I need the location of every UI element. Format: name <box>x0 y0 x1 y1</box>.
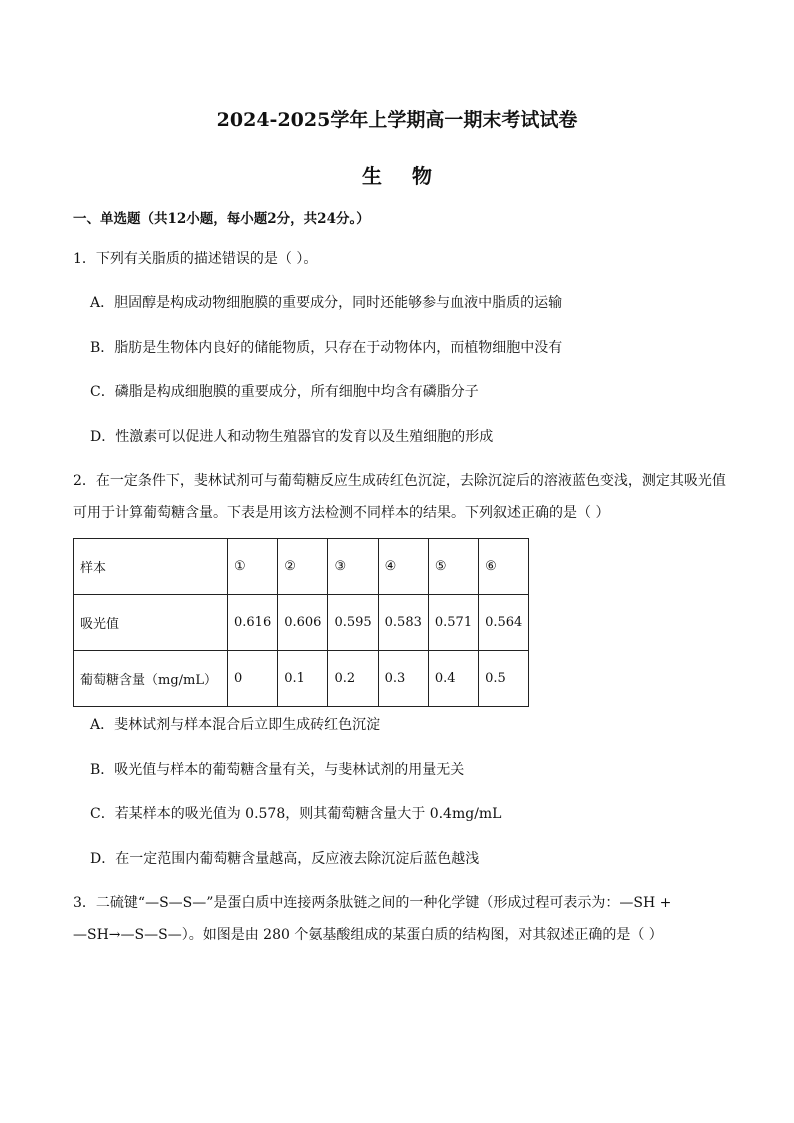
subject-title: 生物 <box>362 164 462 188</box>
table-cell: 0.3 <box>378 651 428 707</box>
table-cell: ② <box>278 539 328 595</box>
table-cell: 0.564 <box>479 595 529 651</box>
table-cell: 0.4 <box>428 651 478 707</box>
question-1-stem: 1．下列有关脂质的描述错误的是（ ）。 <box>73 251 318 267</box>
question-2-option-a: A．斐林试剂与样本混合后立即生成砖红色沉淀 <box>90 717 381 733</box>
table-cell: ④ <box>378 539 428 595</box>
section-heading: 一、单选题（共12小题，每小题2分，共24分。） <box>73 211 370 227</box>
table-cell: 样本 <box>74 539 228 595</box>
table-cell: ① <box>228 539 278 595</box>
table-row <box>74 595 529 651</box>
question-1-option-a: A．胆固醇是构成动物细胞膜的重要成分，同时还能够参与血液中脂质的运输 <box>90 295 563 311</box>
table-cell: ③ <box>328 539 378 595</box>
question-3-stem-line-2: —SH→—S—S—）。如图是由 280 个氨基酸组成的某蛋白质的结构图，对其叙述正确的是（ ） <box>73 927 663 943</box>
table-cell: 0.616 <box>228 595 278 651</box>
table-cell: 0.583 <box>378 595 428 651</box>
table-cell: 0 <box>228 651 278 707</box>
table-cell: 吸光值 <box>74 595 228 651</box>
table-cell: ⑤ <box>428 539 478 595</box>
table-cell: 0.2 <box>328 651 378 707</box>
table-cell: 葡萄糖含量（mg/mL） <box>74 651 228 707</box>
table-cell: ⑥ <box>479 539 529 595</box>
question-2-option-b: B．吸光值与样本的葡萄糖含量有关，与斐林试剂的用量无关 <box>90 762 465 778</box>
question-1-option-c: C．磷脂是构成细胞膜的重要成分，所有细胞中均含有磷脂分子 <box>90 384 479 400</box>
results-table <box>73 538 529 707</box>
table-row <box>74 539 529 595</box>
table-cell: 0.606 <box>278 595 328 651</box>
table-cell: 0.595 <box>328 595 378 651</box>
question-2-stem-line-1: 2．在一定条件下，斐林试剂可与葡萄糖反应生成砖红色沉淀，去除沉淀后的溶液蓝色变浅，测定其吸光值 <box>73 473 726 489</box>
question-3-stem-line-1: 3．二硫键“—S—S—”是蛋白质中连接两条肽链之间的一种化学键（形成过程可表示为：—SH + <box>73 895 672 911</box>
table-row <box>74 651 529 707</box>
question-2-option-c: C．若某样本的吸光值为 0.578，则其葡萄糖含量大于 0.4mg/mL <box>90 806 502 822</box>
table-cell: 0.1 <box>278 651 328 707</box>
question-1-option-b: B．脂肪是生物体内良好的储能物质，只存在于动物体内，而植物细胞中没有 <box>90 340 563 356</box>
question-2-option-d: D．在一定范围内葡萄糖含量越高，反应液去除沉淀后蓝色越浅 <box>90 851 480 867</box>
question-1-option-d: D．性激素可以促进人和动物生殖器官的发育以及生殖细胞的形成 <box>90 429 494 445</box>
question-2-stem-line-2: 可用于计算葡萄糖含量。下表是用该方法检测不同样本的结果。下列叙述正确的是（ ） <box>73 505 610 521</box>
table-cell: 0.571 <box>428 595 478 651</box>
table-cell: 0.5 <box>479 651 529 707</box>
exam-title: 2024-2025学年上学期高一期末考试试卷 <box>216 109 578 131</box>
